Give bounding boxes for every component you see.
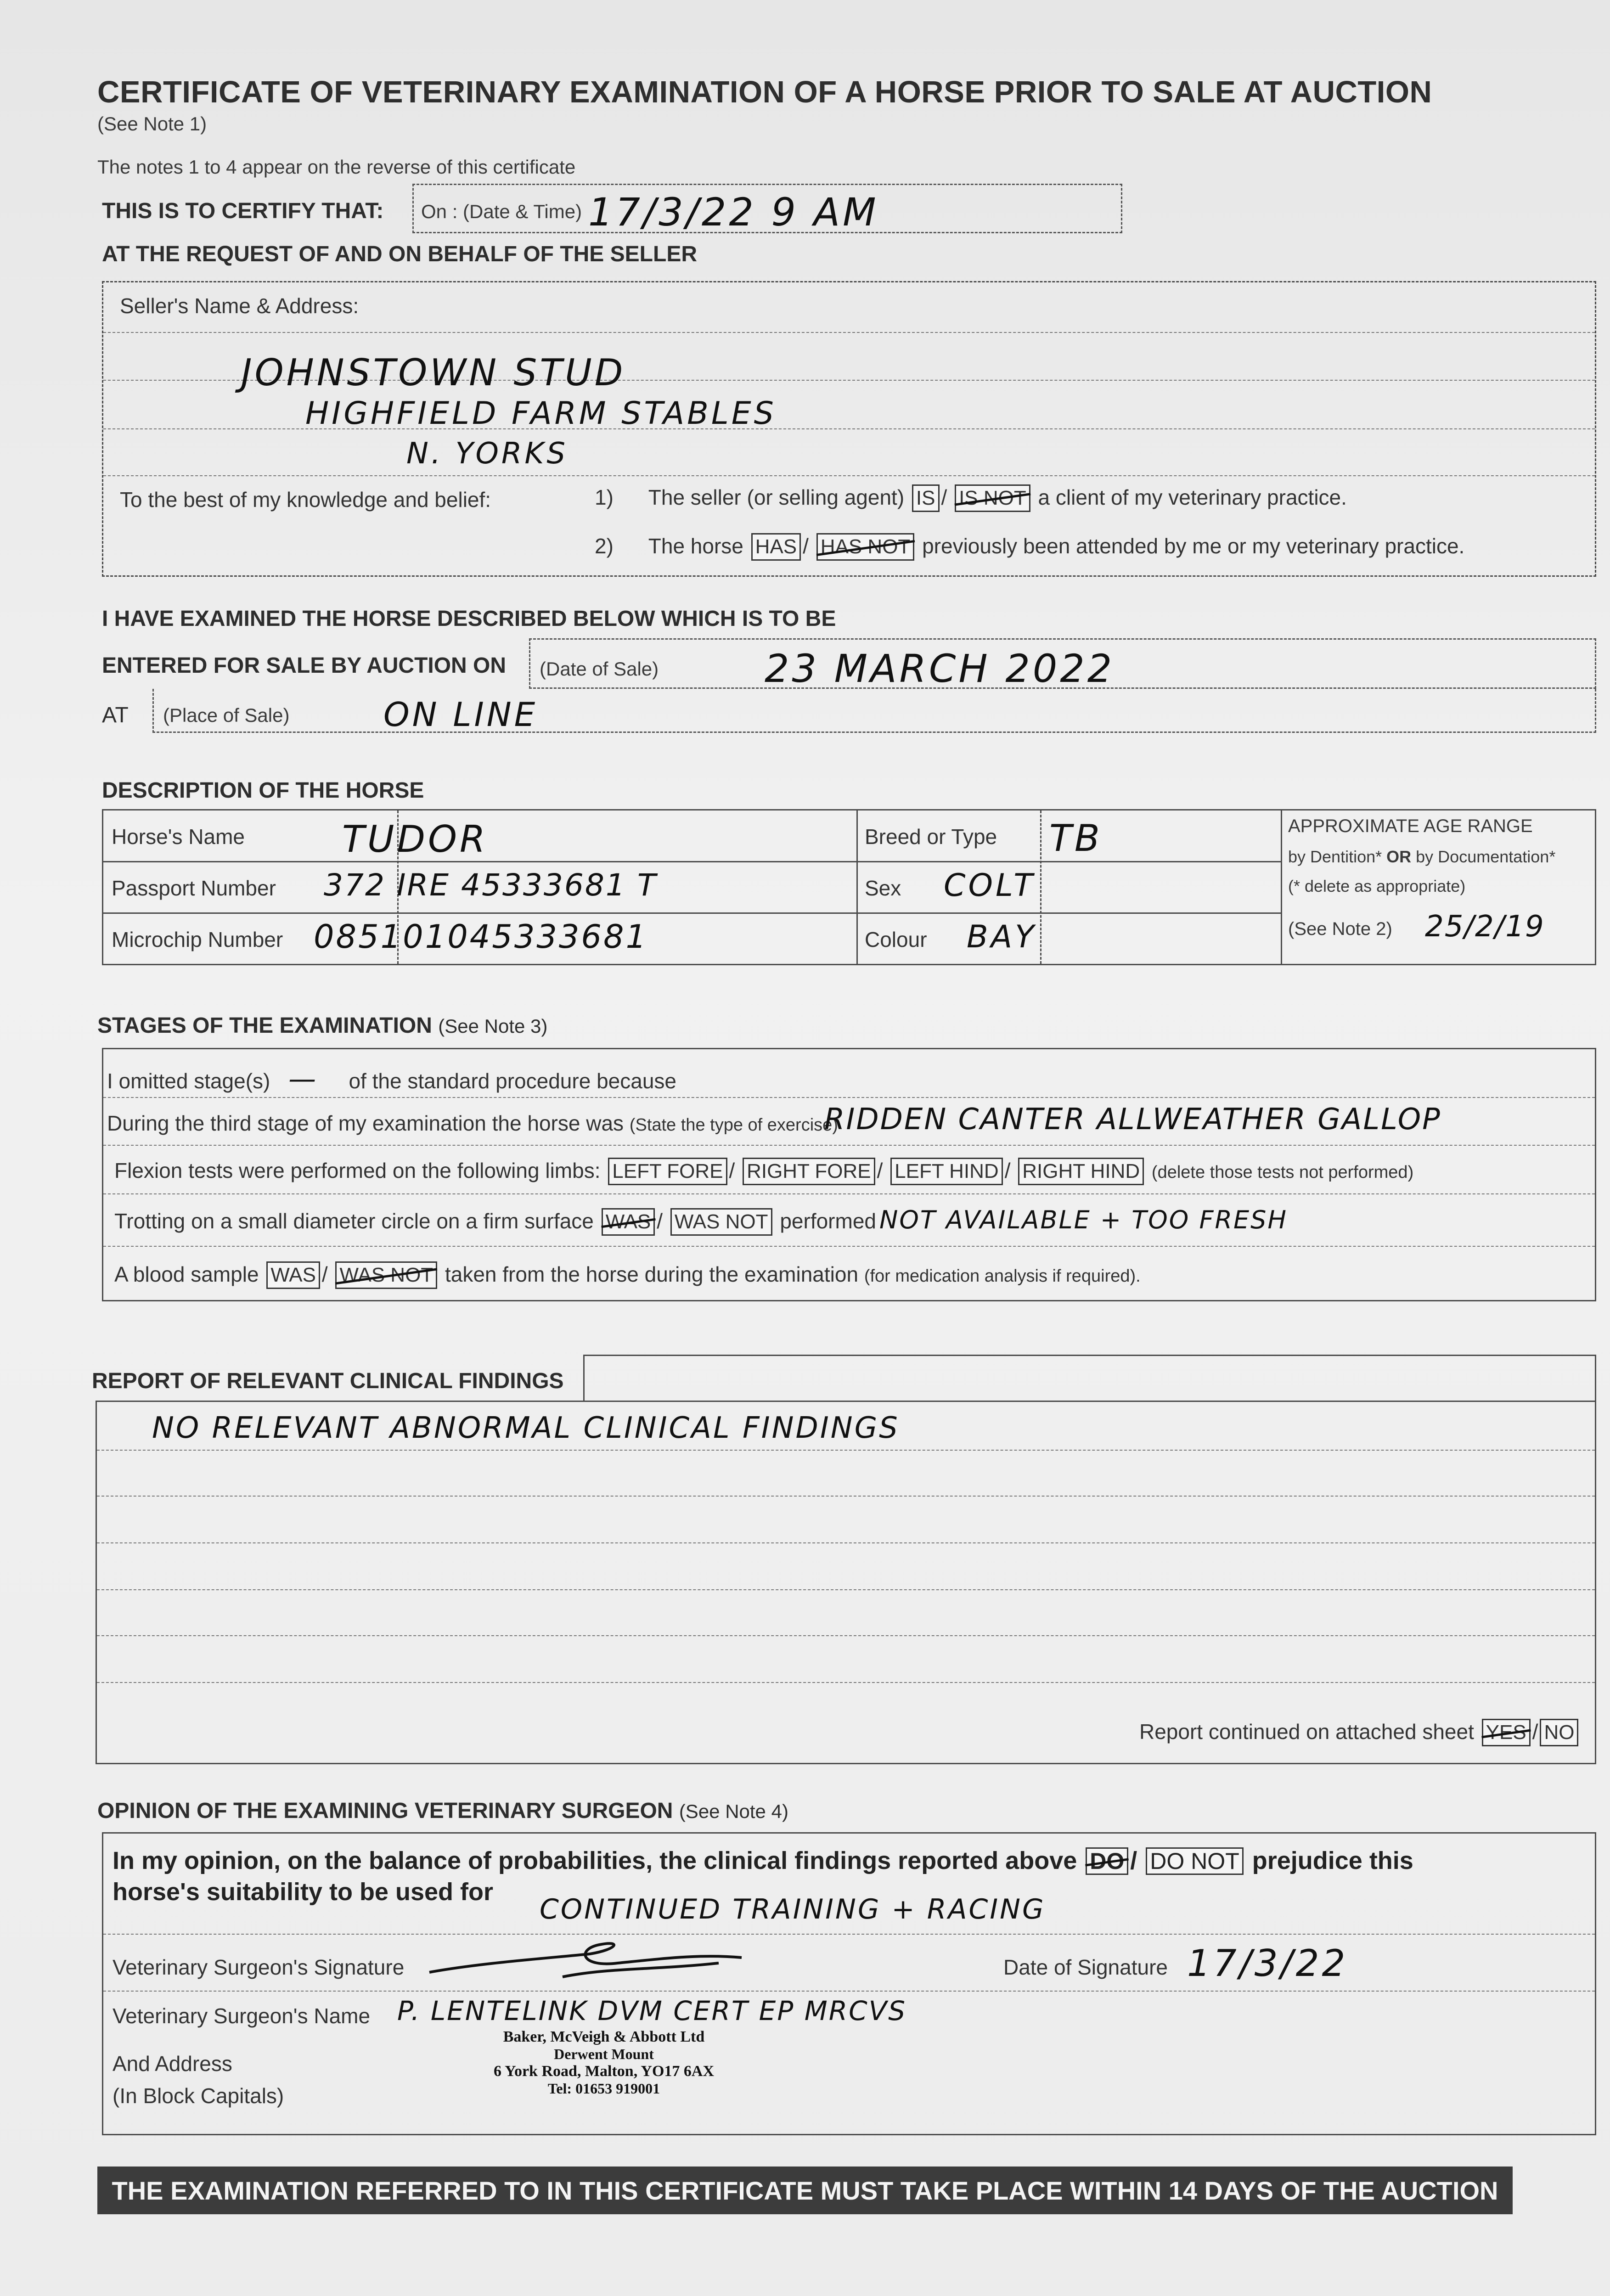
practice-stamp: Baker, McVeigh & Abbott Ltd Derwent Mount 6 York Road, Malton, YO17 6AX Tel: 01653 919001 bbox=[493, 2028, 715, 2097]
opinion-do-not-option[interactable]: DO NOT bbox=[1146, 1847, 1243, 1875]
opinion-do-option[interactable]: DO bbox=[1086, 1847, 1128, 1875]
seller-line-3: N. YORKS bbox=[406, 437, 568, 471]
right-hind-option[interactable]: RIGHT HIND bbox=[1018, 1158, 1144, 1185]
omitted-value: — bbox=[288, 1063, 319, 1095]
has-not-option[interactable]: HAS NOT bbox=[816, 533, 915, 561]
trotting-was-not-option[interactable]: WAS NOT bbox=[670, 1208, 772, 1236]
sex-value: COLT bbox=[944, 867, 1036, 904]
examined-line-2: ENTERED FOR SALE BY AUCTION ON bbox=[102, 653, 507, 678]
horse-description-table bbox=[102, 809, 1596, 965]
age-method: by Dentition* OR by Documentation* bbox=[1288, 847, 1556, 866]
seller-line-2: HIGHFIELD FARM STABLES bbox=[305, 395, 777, 432]
report-value: NO RELEVANT ABNORMAL CLINICAL FINDINGS bbox=[152, 1411, 900, 1445]
stages-table bbox=[102, 1048, 1596, 1301]
place-of-sale-label: (Place of Sale) bbox=[163, 704, 290, 726]
third-stage-value: RIDDEN CANTER ALLWEATHER GALLOP bbox=[824, 1103, 1441, 1137]
seller-line-1: JOHNSTOWN STUD bbox=[241, 351, 626, 394]
horse-name-label: Horse's Name bbox=[112, 825, 245, 849]
breed-label: Breed or Type bbox=[865, 825, 997, 849]
is-not-option[interactable]: IS NOT bbox=[955, 484, 1030, 512]
blood-row: A blood sample WAS / WAS NOT taken from the horse during the examination (for medication analysis if required). bbox=[114, 1261, 1141, 1289]
seller-block bbox=[102, 281, 1596, 577]
age-heading: APPROXIMATE AGE RANGE bbox=[1288, 816, 1533, 836]
report-continued-row: Report continued on attached sheet YES / NO bbox=[1139, 1719, 1580, 1746]
right-fore-option[interactable]: RIGHT FORE bbox=[743, 1158, 875, 1185]
trotting-value: NOT AVAILABLE + TOO FRESH bbox=[879, 1205, 1288, 1234]
blood-was-option[interactable]: WAS bbox=[266, 1261, 320, 1289]
left-fore-option[interactable]: LEFT FORE bbox=[608, 1158, 727, 1185]
age-delete-note: (* delete as appropriate) bbox=[1288, 877, 1466, 895]
signature-scribble bbox=[425, 1936, 746, 1986]
belief-label: To the best of my knowledge and belief: bbox=[120, 488, 491, 512]
omitted-row: I omitted stage(s) — of the standard procedure because bbox=[107, 1063, 676, 1095]
sex-label: Sex bbox=[865, 876, 901, 900]
footer-banner: THE EXAMINATION REFERRED TO IN THIS CERTIFICATE MUST TAKE PLACE WITHIN 14 DAYS OF THE AUCTION bbox=[97, 2167, 1513, 2214]
on-date-field[interactable] bbox=[412, 184, 1122, 233]
signature-date-value: 17/3/22 bbox=[1187, 1942, 1348, 1985]
notes-line: The notes 1 to 4 appear on the reverse of this certificate bbox=[97, 156, 576, 178]
request-heading: AT THE REQUEST OF AND ON BEHALF OF THE SELLER bbox=[102, 242, 697, 266]
signature-label: Veterinary Surgeon's Signature bbox=[113, 1955, 405, 1979]
age-see-note: (See Note 2) bbox=[1288, 919, 1392, 939]
opinion-line-2: horse's suitability to be used for bbox=[113, 1878, 493, 1906]
has-option[interactable]: HAS bbox=[751, 533, 801, 561]
address-block-capitals-label: (In Block Capitals) bbox=[113, 2084, 284, 2108]
belief-1: 1) The seller (or selling agent) IS / IS NOT a client of my veterinary practice. bbox=[595, 484, 1347, 512]
seller-label: Seller's Name & Address: bbox=[120, 294, 359, 318]
address-label: And Address bbox=[113, 2052, 232, 2076]
is-option[interactable]: IS bbox=[912, 484, 940, 512]
passport-label: Passport Number bbox=[112, 876, 276, 900]
vet-name-value: P. LENTELINK DVM CERT EP MRCVS bbox=[397, 1995, 907, 2026]
certificate-title: CERTIFICATE OF VETERINARY EXAMINATION OF A HORSE PRIOR TO SALE AT AUCTION bbox=[97, 75, 1432, 109]
colour-value: BAY bbox=[967, 919, 1037, 955]
microchip-value: 085101045333681 bbox=[314, 918, 648, 956]
certify-label: THIS IS TO CERTIFY THAT: bbox=[102, 199, 384, 223]
opinion-value: CONTINUED TRAINING + RACING bbox=[540, 1893, 1046, 1925]
date-of-sale-label: (Date of Sale) bbox=[540, 658, 659, 680]
at-label: AT bbox=[102, 703, 129, 727]
examined-line-1: I HAVE EXAMINED THE HORSE DESCRIBED BELOW WHICH IS TO BE bbox=[102, 607, 836, 631]
date-of-sale-value: 23 MARCH 2022 bbox=[765, 646, 1115, 691]
opinion-box bbox=[102, 1832, 1596, 2135]
see-note-1: (See Note 1) bbox=[97, 113, 207, 135]
report-heading: REPORT OF RELEVANT CLINICAL FINDINGS bbox=[92, 1369, 564, 1393]
belief-2: 2) The horse HAS / HAS NOT previously been attended by me or my veterinary practice. bbox=[595, 533, 1464, 561]
horse-name-value: TUDOR bbox=[342, 818, 488, 861]
breed-value: TB bbox=[1049, 817, 1103, 860]
blood-was-not-option[interactable]: WAS NOT bbox=[335, 1261, 437, 1289]
report-no-option[interactable]: NO bbox=[1540, 1719, 1578, 1746]
report-heading-box bbox=[583, 1355, 1596, 1401]
trotting-was-option[interactable]: WAS bbox=[602, 1208, 655, 1236]
vet-name-label: Veterinary Surgeon's Name bbox=[113, 2004, 371, 2028]
on-date-label: On : (Date & Time) bbox=[421, 201, 582, 222]
flexion-row: Flexion tests were performed on the following limbs: LEFT FORE / RIGHT FORE / LEFT HIND / RIGHT HIND (delete those tests not performed) bbox=[114, 1158, 1413, 1185]
passport-value: 372 IRE 45333681 T bbox=[324, 867, 658, 903]
stages-heading: STAGES OF THE EXAMINATION (See Note 3) bbox=[97, 1013, 548, 1038]
trotting-row: Trotting on a small diameter circle on a firm surface WAS / WAS NOT performed bbox=[114, 1208, 876, 1236]
opinion-line-1: In my opinion, on the balance of probabilities, the clinical findings reported above DO / DO NOT prejudice this bbox=[113, 1847, 1413, 1874]
report-box[interactable] bbox=[96, 1401, 1596, 1764]
microchip-label: Microchip Number bbox=[112, 928, 283, 951]
signature-date-label: Date of Signature bbox=[1003, 1955, 1168, 1979]
date-of-sale-field[interactable] bbox=[529, 638, 1596, 689]
place-of-sale-field[interactable] bbox=[152, 689, 1596, 733]
colour-label: Colour bbox=[865, 928, 927, 951]
report-yes-option[interactable]: YES bbox=[1482, 1719, 1531, 1746]
age-value: 25/2/19 bbox=[1425, 910, 1545, 944]
left-hind-option[interactable]: LEFT HIND bbox=[890, 1158, 1003, 1185]
place-of-sale-value: ON LINE bbox=[383, 695, 538, 734]
description-heading: DESCRIPTION OF THE HORSE bbox=[102, 778, 424, 803]
third-stage-row: During the third stage of my examination the horse was (State the type of exercise) bbox=[107, 1111, 838, 1135]
on-date-value: 17/3/22 9 AM bbox=[588, 190, 879, 235]
opinion-heading: OPINION OF THE EXAMINING VETERINARY SURGEON (See Note 4) bbox=[97, 1799, 788, 1823]
